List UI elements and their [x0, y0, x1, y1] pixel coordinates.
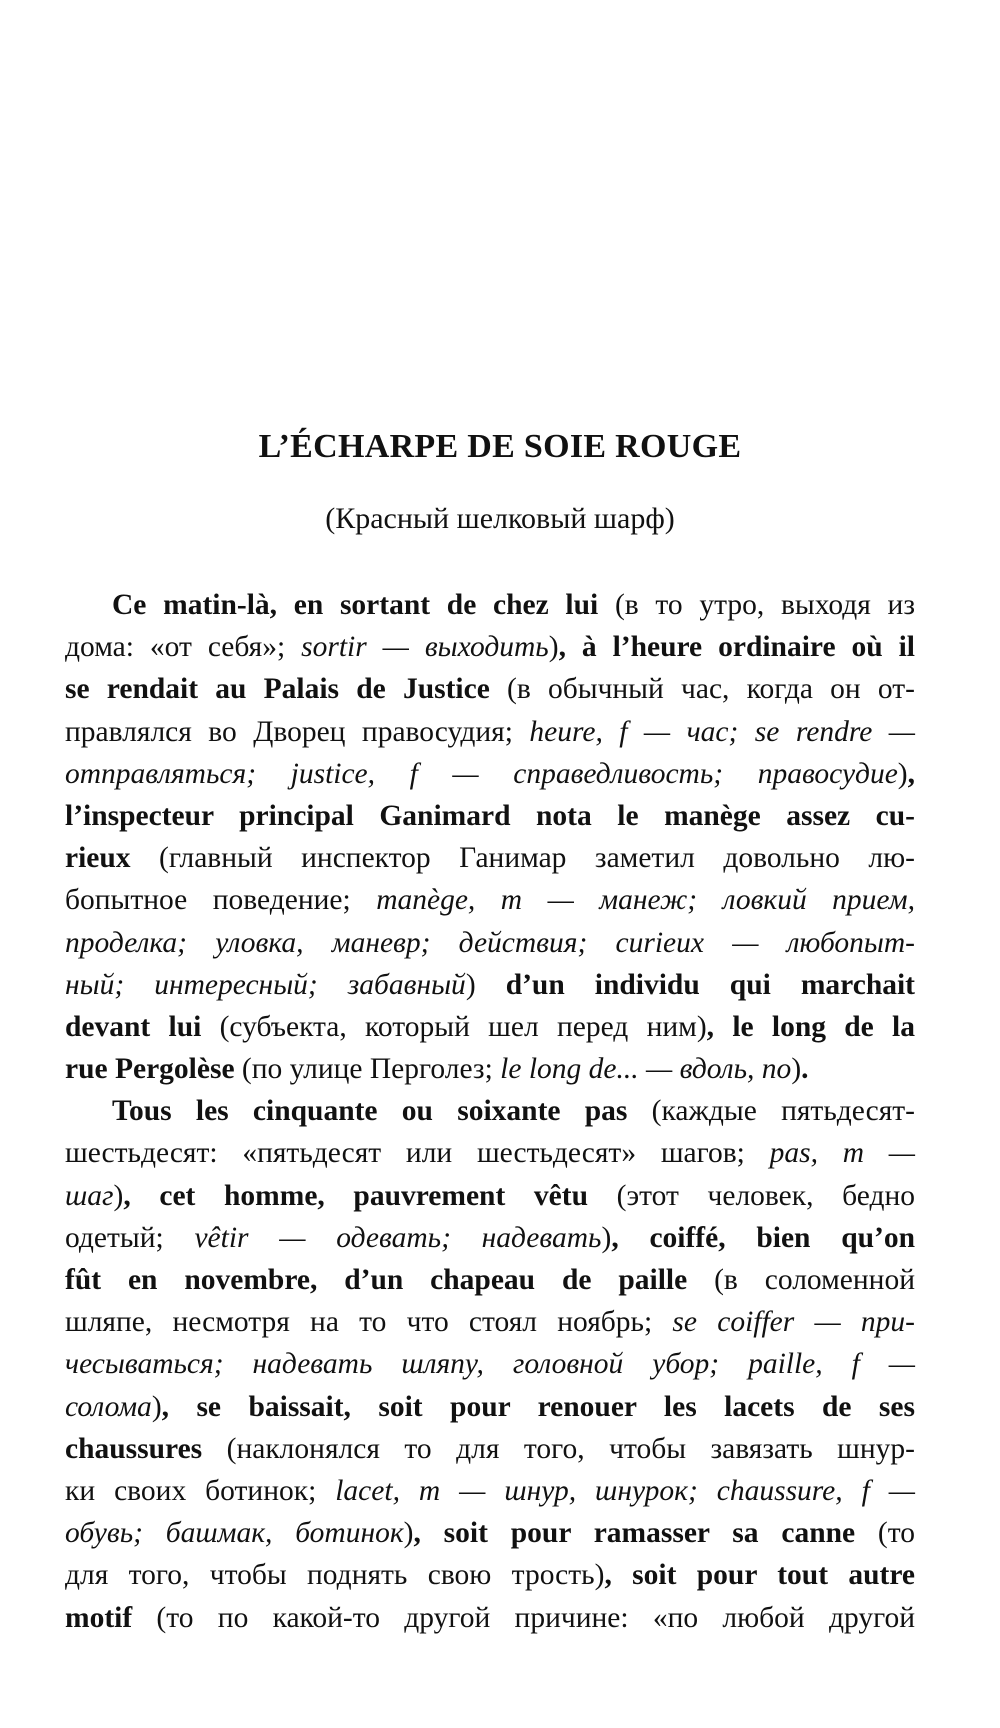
text-line [65, 1175, 915, 1217]
text-line [65, 795, 915, 837]
translation-text: одетый; [65, 1221, 195, 1254]
translation-text: (в обычный час, когда он от- [489, 673, 915, 706]
french-text: , soit pour tout autre [604, 1559, 915, 1592]
chapter-subtitle: (Красный шелковый шарф) [325, 502, 675, 535]
glossary-note: se coiffer — при- [672, 1306, 915, 1339]
french-text: l’inspecteur principal Ganimard nota le manège assez cu- [65, 799, 915, 832]
translation-text: (этот человек, бедно [588, 1179, 915, 1212]
translation-text: ) [791, 1053, 802, 1086]
translation-text: ) [601, 1221, 612, 1254]
text-line [65, 1259, 915, 1301]
text-line [65, 1512, 915, 1554]
translation-text: дома: «от себя»; [65, 631, 302, 664]
translation-text: (наклонялся то для того, чтобы завязать шнур- [202, 1432, 915, 1465]
translation-text: (субъекта, который шел перед ним) [201, 1010, 707, 1043]
glossary-note: отправляться; justice, f — справедливость; правосудие [65, 757, 898, 790]
text-line [65, 1554, 915, 1596]
text-line [65, 1006, 915, 1048]
glossary-note: шаг [65, 1179, 114, 1212]
text-line [65, 1386, 915, 1428]
translation-text: ) [403, 1517, 414, 1550]
translation-text: ) [113, 1179, 124, 1212]
glossary-note: pas, m — [769, 1137, 916, 1170]
french-text: se rendait au Palais de Justice [65, 673, 490, 706]
translation-text: ки своих ботинок; [65, 1474, 336, 1507]
french-text: motif [65, 1601, 133, 1634]
glossary-note: manège, m — манеж; ловкий прием, [376, 884, 915, 917]
french-text: , coiffé, bien qu’on [611, 1221, 915, 1254]
french-text: d’un individu qui marchait [505, 968, 915, 1001]
glossary-note: чесываться; надевать шляпу, головной убор; paille, f — [65, 1348, 915, 1381]
translation-text: (по улице Перголез; [234, 1053, 501, 1086]
text-line [65, 879, 915, 921]
french-text: . [801, 1053, 809, 1086]
french-text: , soit pour ramasser sa canne [413, 1517, 856, 1550]
glossary-note: le long de... — вдоль, по [500, 1053, 792, 1086]
translation-text: ) [548, 631, 559, 664]
text-line [65, 922, 915, 964]
text-line [65, 1217, 915, 1259]
french-text: rieux [65, 842, 131, 875]
translation-text: (в соломенной [687, 1264, 915, 1296]
glossary-note: ный; интересный; забавный [65, 968, 466, 1001]
text-line [65, 964, 915, 1006]
translation-text: (то [855, 1517, 916, 1550]
translation-text: (главный инспектор Ганимар заметил довольно лю- [130, 842, 915, 875]
french-text: , cet homme, pauvrement vêtu [123, 1179, 589, 1212]
text-line [65, 837, 915, 879]
french-text: devant lui [65, 1010, 202, 1043]
french-text: , à l’heure ordinaire où il [558, 631, 915, 664]
translation-text: для того, чтобы поднять свою трость) [65, 1559, 605, 1592]
translation-text: (каждые пятьдесят- [627, 1095, 915, 1128]
translation-text: ) [151, 1390, 162, 1423]
body-text [65, 584, 915, 1639]
text-line [65, 1132, 915, 1174]
glossary-note: солома [65, 1390, 152, 1423]
text-line [65, 626, 915, 668]
text-line [65, 1048, 915, 1090]
translation-text: (в то утро, выходя из [598, 589, 915, 621]
text-line [65, 1090, 915, 1132]
glossary-note: vêtir — одевать; надевать [194, 1221, 602, 1254]
translation-text: (то по какой-то другой причине: «по любой другой [132, 1601, 915, 1634]
text-line [65, 1470, 915, 1512]
translation-text: правлялся во Дворец правосудия; [65, 715, 530, 748]
translation-text: бопытное поведение; [65, 884, 377, 917]
french-text: , [907, 757, 915, 790]
french-text: rue Pergolèse [65, 1053, 235, 1086]
glossary-note: проделка; уловка, маневр; действия; curieux — любопыт- [65, 926, 915, 959]
translation-text: шестьдесят: «пятьдесят или шестьдесят» шагов; [65, 1137, 770, 1170]
text-line [65, 711, 915, 753]
glossary-note: lacet, m — шнур, шнурок; chaussure, f — [335, 1474, 915, 1507]
french-text: , le long de la [706, 1010, 916, 1043]
text-line [65, 1597, 915, 1639]
chapter-title: L’ÉCHARPE DE SOIE ROUGE [258, 428, 742, 465]
glossary-note: heure, f — час; se rendre — [529, 715, 915, 748]
glossary-note: sortir — выходить [301, 631, 549, 664]
french-text: fût en novembre, d’un chapeau de paille [65, 1264, 688, 1296]
text-line [65, 1301, 915, 1343]
translation-text: шляпе, несмотря на то что стоял ноябрь; [65, 1306, 673, 1339]
french-text: , se baissait, soit pour renouer les lacets de ses [161, 1390, 915, 1423]
translation-text: ) [897, 757, 908, 790]
glossary-note: обувь; башмак, ботинок [65, 1517, 404, 1550]
translation-text: ) [465, 968, 506, 1001]
text-line [65, 668, 915, 710]
text-line [65, 753, 915, 795]
french-text: Tous les cinquante ou soixante pas [112, 1095, 628, 1128]
french-text: Ce matin-là, en sortant de chez lui [112, 589, 599, 621]
french-text: chaussures [65, 1432, 203, 1465]
text-line [65, 1343, 915, 1385]
text-line [65, 1428, 915, 1470]
text-line [65, 584, 915, 626]
